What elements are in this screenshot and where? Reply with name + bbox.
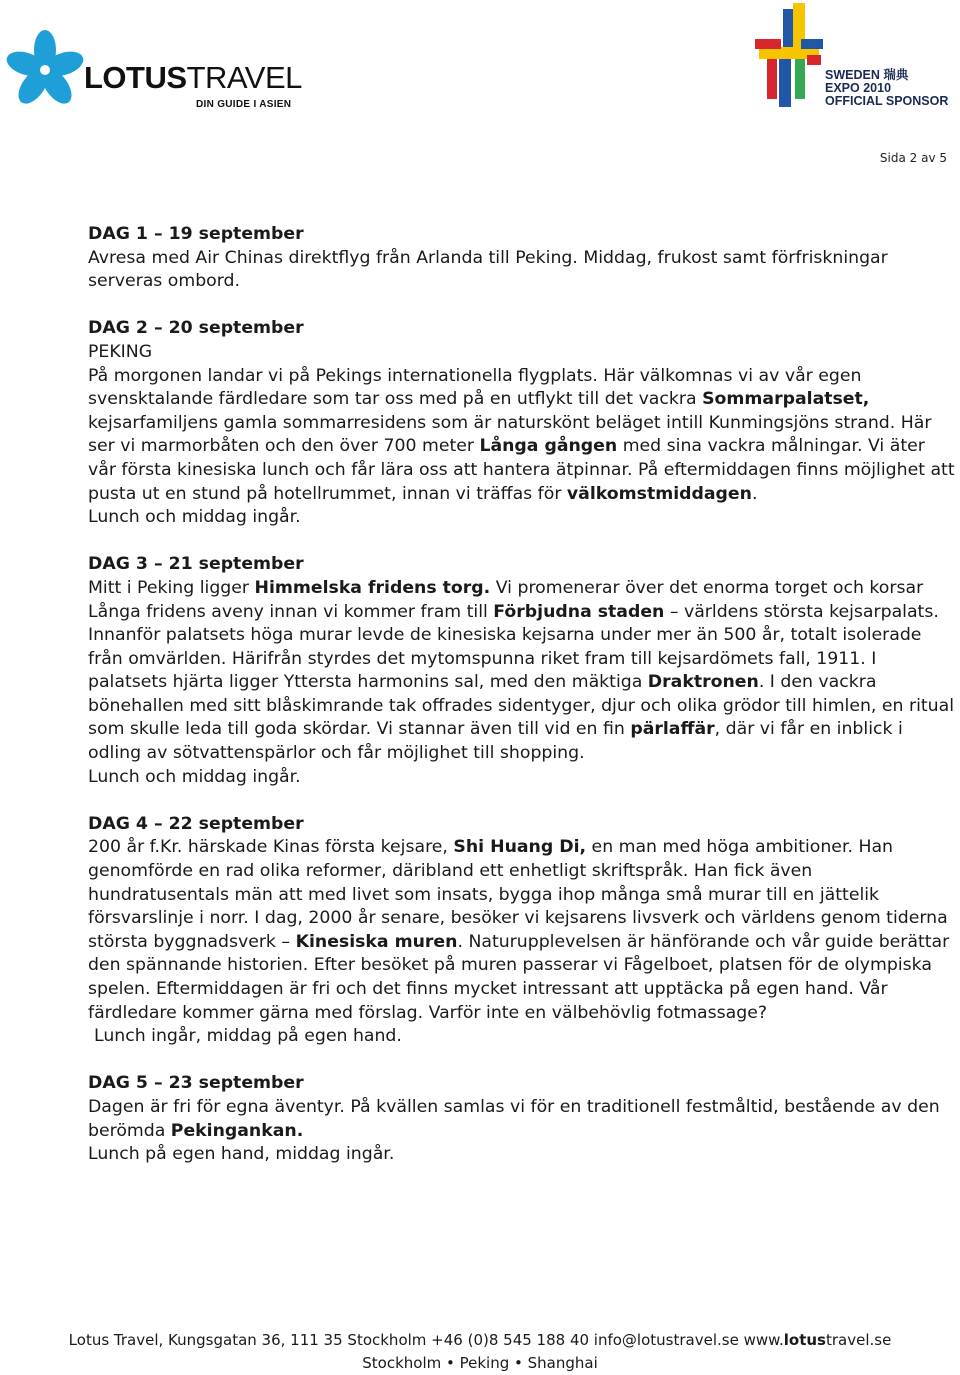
day-paragraph — [88, 836, 956, 1025]
day-paragraph — [88, 341, 956, 365]
day-paragraph — [88, 247, 956, 294]
day-section — [88, 1072, 956, 1166]
highlight-text: Långa gången — [479, 436, 618, 457]
body-text: . I den vackra bönehallen med sitt blåskimrande tak offrades sidentyger, djur och olika grödor till himlen, en ritual som skulle leda till goda skördar. Vi stannar även till vid en fin — [88, 672, 955, 740]
day-title: DAG 3 – 21 september — [88, 554, 304, 575]
body-text: Dagen är fri för egna äventyr. På kvällen samlas vi för en traditionell festmåltid, bestående av den berömda — [88, 1096, 940, 1141]
body-text: Mitt i Peking ligger — [88, 577, 255, 598]
highlight-text: välkomstmiddagen — [566, 483, 752, 504]
highlight-text: Förbjudna staden — [493, 601, 665, 622]
lotus-flower-icon — [6, 30, 84, 108]
sponsor-text: SWEDEN 瑞典 EXPO 2010 OFFICIAL SPONSOR — [825, 68, 949, 108]
body-text: – världens största kejsarpalats. Innanför palatsets höga murar levde de kinesiska kejsarna under mer än 500 år, totalt isolerade från omvärlden. Härifrån styrdes det mytomspunna riket fram till kejsardömets fall, 1911. I palatsets hjärta ligger Yttersta harmonins sal, med den mäktiga — [88, 601, 939, 693]
day-section — [88, 553, 956, 789]
expo-cross-icon — [755, 3, 825, 108]
body-text: På morgonen landar vi på Pekings internationella flygplats. Här välkomnas vi av vår egen svensktalande färdledare som tar oss med på en utflykt till det vackra — [88, 365, 862, 410]
footer-offices: Stockholm • Peking • Shanghai — [362, 1354, 598, 1372]
highlight-text: Draktronen — [647, 672, 759, 693]
page-indicator: Sida 2 av 5 — [879, 151, 947, 165]
body-text: Lunch på egen hand, middag ingår. — [88, 1144, 395, 1165]
highlight-text: Pekingankan. — [170, 1120, 304, 1141]
highlight-text: Sommarpalatset, — [702, 389, 870, 410]
day-paragraph — [88, 1025, 956, 1049]
day-title: DAG 5 – 23 september — [88, 1073, 304, 1094]
highlight-text: pärlaffär — [630, 719, 715, 740]
body-text: en man med höga ambitioner. Han genomförde en rad olika reformer, däribland ett enhetligt skriftspråk. Han fick även hundratusentals män att med livet som insats, bygga ihop många små murar till en jättelik försvarslinje i norr. I dag, 2000 år senare, besöker vi kejsarens livsverk och världens genom tiderna största byggnadsverk – — [88, 837, 948, 952]
day-section — [88, 317, 956, 529]
itinerary-content — [88, 223, 956, 1190]
footer-contact: Lotus Travel, Kungsgatan 36, 111 35 Stockholm +46 (0)8 545 188 40 info@lotustravel.se www.lotustravel.se — [68, 1331, 892, 1349]
day-paragraph — [88, 365, 956, 507]
day-paragraph — [88, 766, 956, 790]
day-paragraph — [88, 506, 956, 530]
brand-tagline: DIN GUIDE I ASIEN — [196, 99, 292, 110]
body-text: , där vi får en inblick i odling av sötvattenspärlor och får möjlighet till shopping. — [88, 719, 903, 764]
lotus-travel-logo — [6, 30, 306, 110]
body-text: Lunch ingår, middag på egen hand. — [94, 1026, 402, 1047]
body-text: med sina vackra målningar. Vi äter vår första kinesiska lunch och får lära oss att hantera ätpinnar. På eftermiddagen finns möjlighet att pusta ut en stund på hotellrummet, innan vi träffas för — [88, 436, 955, 504]
body-text: Vi promenerar över det enorma torget och korsar Långa fridens aveny innan vi kommer fram till — [88, 577, 924, 622]
body-text: . — [751, 483, 758, 504]
body-text: Lunch och middag ingår. — [88, 766, 301, 787]
body-text: Avresa med Air Chinas direktflyg från Arlanda till Peking. Middag, frukost samt förfriskningar serveras ombord. — [88, 247, 888, 292]
body-text: . Naturupplevelsen är hänförande och vår guide berättar den spännande historien. Efter besöket på muren passerar vi Fågelboet, platsen för de olympiska spelen. Eftermiddagen är fri och det finns mycket intressant att upptäcka på egen hand. Vår färdledare kommer gärna med förslag. Varför inte en välbehövlig fotmassage? — [88, 931, 950, 1023]
day-paragraph — [88, 577, 956, 766]
body-text: PEKING — [88, 341, 153, 362]
day-paragraph — [88, 1143, 956, 1167]
brand-name: LOTUSTRAVEL — [84, 60, 302, 95]
highlight-text: Shi Huang Di, — [453, 837, 587, 858]
highlight-text: Kinesiska muren — [295, 931, 458, 952]
day-title: DAG 1 – 19 september — [88, 224, 304, 244]
day-section — [88, 813, 956, 1049]
highlight-text: Himmelska fridens torg. — [254, 577, 491, 598]
body-text: 200 år f.Kr. härskade Kinas första kejsare, — [88, 837, 454, 858]
day-paragraph — [88, 1096, 956, 1143]
body-text: kejsarfamiljens gamla sommarresidens som är naturskönt beläget intill Kunmingsjöns strand. Här ser vi marmorbåten och den över 700 meter — [88, 412, 932, 457]
day-section — [88, 223, 956, 294]
body-text: Lunch och middag ingår. — [88, 507, 301, 528]
day-title: DAG 4 – 22 september — [88, 813, 304, 834]
day-title: DAG 2 – 20 september — [88, 318, 304, 339]
expo-sponsor-logo — [755, 3, 955, 108]
